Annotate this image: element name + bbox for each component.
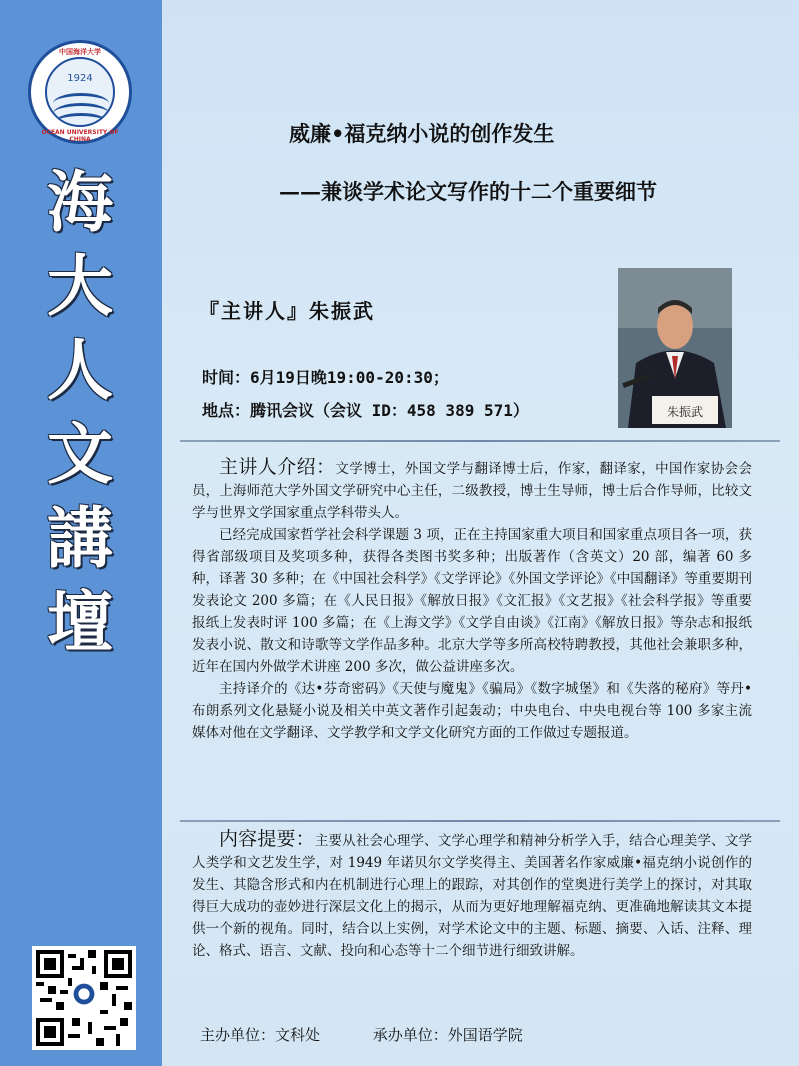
event-location: 地点：腾讯会议（会议 ID：458 389 571） xyxy=(202,401,529,420)
lecture-title: 威廉•福克纳小说的创作发生 xyxy=(289,121,555,146)
title-char: 大 xyxy=(47,247,113,325)
organizer-unit: 承办单位：外国语学院 xyxy=(372,1026,523,1044)
bio-achievements: 已经完成国家哲学社会科学课题 3 项，正在主持国家重大项目和国家重点项目各一项，获得省部级项目及奖项多种，获得各类图书奖多种；出版著作（含英文）20 部，编著 60 多种，译著 30 多种；在《中国社会科学》《文学评论》《外国文学评论》《中国翻译》等重要期刊发表论文 200 多篇；在《人民日报》《解放日报》《文汇报》《文艺报》《社会科学报》等重要报纸上发表时评 100 多篇；在《上海文学》《文学自由谈》《江南》《解放日报》等杂志和报纸发表小说、散文和诗歌等文学作品多种。北京大学等多所高校特聘教授，其他社会兼职多种，近年在国内外做学术讲座 200 多次，做公益讲座多次。 xyxy=(192,527,752,675)
section-divider xyxy=(180,820,780,822)
title-char: 人 xyxy=(47,331,113,409)
bio-translations: 主持译介的《达•芬奇密码》《天使与魔鬼》《骗局》《数字城堡》和《失落的秘府》等丹•布朗系列文化悬疑小说及相关中英文著作引起轰动；中央电台、中央电视台等 100 多家主流媒体对他在文学翻译、文学教学和文学文化研究方面的工作做过专题报道。 xyxy=(192,681,752,741)
speaker-bio xyxy=(192,456,752,744)
content-summary xyxy=(192,828,752,962)
logo-ring-top-text: 中国海洋大学 xyxy=(59,48,101,56)
logo-ring-bottom-text: OCEAN UNIVERSITY OF CHINA xyxy=(41,129,119,143)
bio-heading: 主讲人介绍： xyxy=(219,456,336,478)
sidebar xyxy=(0,0,162,1066)
title-char: 海 xyxy=(47,163,113,241)
university-logo xyxy=(28,40,132,144)
nameplate-text: 朱振武 xyxy=(666,405,704,419)
host-unit: 主办单位：文科处 xyxy=(200,1026,321,1044)
title-char: 文 xyxy=(47,415,113,493)
lecture-series-title xyxy=(34,160,126,664)
logo-emblem xyxy=(45,57,115,127)
qr-code-icon xyxy=(36,950,132,1046)
bio-intro: 文学博士，外国文学与翻译博士后，作家，翻译家，中国作家协会会员，上海师范大学外国文学研究中心主任，二级教授，博士生导师，博士后合作导师，比较文学与世界文学国家重点学科带头人。 xyxy=(192,461,752,521)
section-divider xyxy=(180,440,780,442)
speaker-portrait-image xyxy=(618,268,732,428)
event-time: 时间：6月19日晚19:00-20:30； xyxy=(202,368,449,387)
title-char: 講 xyxy=(47,499,113,577)
main-content xyxy=(162,0,799,1066)
speaker-label: 『主讲人』朱振武 xyxy=(199,299,375,323)
logo-year: 1924 xyxy=(67,73,93,84)
title-char: 壇 xyxy=(47,583,113,661)
summary-heading: 内容提要： xyxy=(219,828,315,850)
speaker-photo xyxy=(618,268,732,428)
summary-text: 主要从社会心理学、文学心理学和精神分析学入手，结合心理美学、文学人类学和文艺发生学，对 1949 年诺贝尔文学奖得主、美国著名作家威廉•福克纳小说创作的发生、其隐含形式和内在机制进行心理上的跟踪，对其创作的堂奥进行美学上的探讨，对其取得巨大成功的壶妙进行深层文化上的揭示，从而为更好地理解福克纳、更准确地解读其文本提供一个新的视角。同时，结合以上实例，对学术论文中的主题、标题、摘要、入话、注释、理论、格式、语言、文献、投向和心态等十二个细节进行细致讲解。 xyxy=(192,833,752,959)
footer xyxy=(200,1024,571,1045)
qr-code[interactable] xyxy=(32,946,136,1050)
lecture-subtitle: ——兼谈学术论文写作的十二个重要细节 xyxy=(279,179,657,204)
wave-icon xyxy=(53,113,109,127)
